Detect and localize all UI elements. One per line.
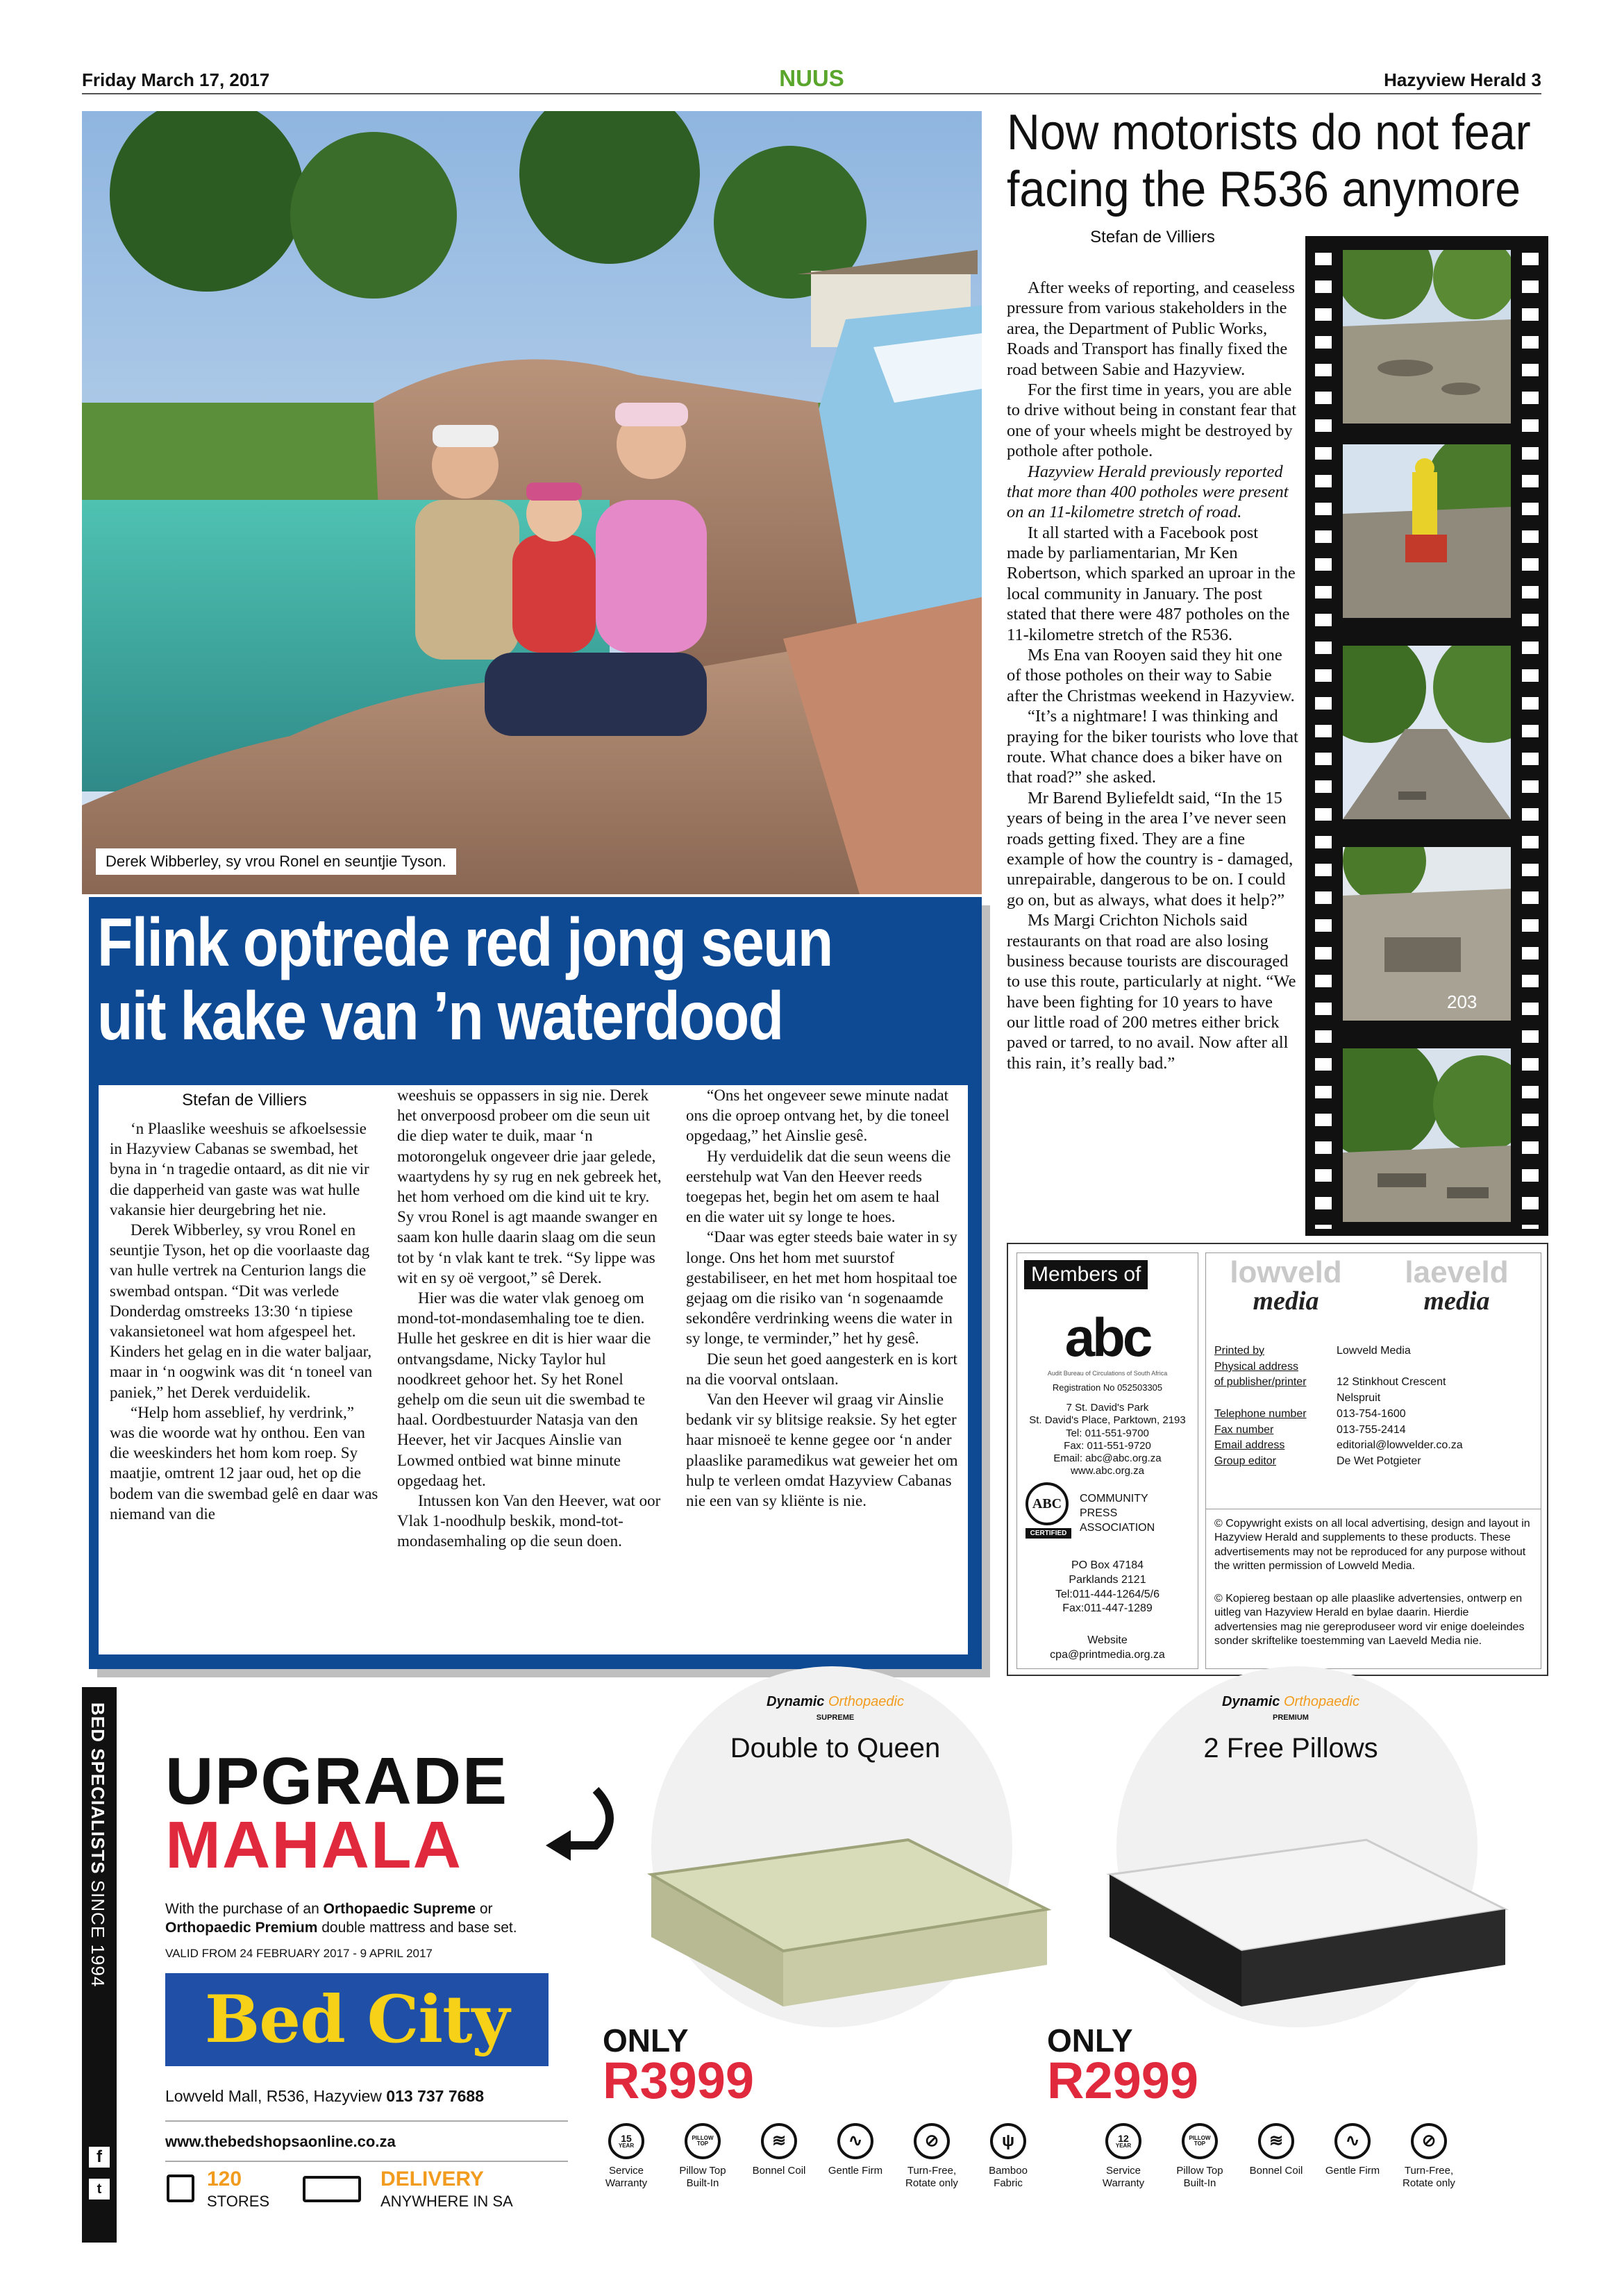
imprint-value: 013-754-1600 xyxy=(1337,1407,1406,1420)
warranty-badge-icon xyxy=(1105,2123,1141,2159)
pillow-top-icon: PILLOW TOP xyxy=(685,2123,721,2159)
product-range: SUPREME xyxy=(816,1713,855,1722)
badge-sub: YEAR xyxy=(1115,2143,1132,2149)
logo-word: media xyxy=(1423,1287,1490,1316)
abc-registration: Registration No 052503305 xyxy=(1052,1382,1163,1393)
facebook-icon[interactable]: f xyxy=(89,2147,110,2168)
product-headline: Double to Queen xyxy=(730,1733,941,1763)
copyright-afrikaans: © Kopiereg bestaan op alle plaaslike advertensies, ontwerp en uitleg van Hazyview Herald en bylae daarin. Hierdie advertensies mag nie gereproduseer word vir enige doeleindes sonder skriftelike toestemming van Laeveld Media nie. xyxy=(1214,1593,1525,1648)
delivery-sub: ANYWHERE IN SA xyxy=(380,2193,513,2210)
feature-turn-free xyxy=(897,2123,966,2190)
feature-bamboo-fabric xyxy=(973,2123,1043,2190)
brand-dynamic: Dynamic xyxy=(767,1694,825,1709)
feature-label: Bamboo Fabric xyxy=(989,2165,1028,2189)
imprint-row xyxy=(1214,1407,1534,1423)
feature-bonnel-coil xyxy=(744,2123,814,2177)
imprint-label: Physical address xyxy=(1214,1360,1298,1373)
feature-label: Service Warranty xyxy=(1102,2165,1145,2189)
price-only: ONLY xyxy=(1047,2022,1133,2059)
feature-label: Gentle Firm xyxy=(1325,2165,1380,2177)
paragraph: “Daar was egter steeds baie water in sy longe. Ons het hom met suurstof gestabiliseer, en het met hom hospitaal toe gejaag om die risiko van ‘n sogenaamde sekondêre verdrinking weens die water in sy longe, te verminder,” het hy gesê. xyxy=(686,1228,957,1348)
price-amount: R2999 xyxy=(1047,2052,1199,2109)
ad-validity: VALID FROM 24 FEBRUARY 2017 - 9 APRIL 2017 xyxy=(165,1947,433,1960)
product-headline: 2 Free Pillows xyxy=(1203,1733,1378,1763)
firmness-icon: ∿ xyxy=(1334,2123,1371,2159)
road-photo-filmstrip xyxy=(1305,236,1548,1236)
imprint-value: 013-755-2414 xyxy=(1337,1423,1406,1436)
paragraph: Hy verduidelik dat die seun weens die eerstehulp wat Van den Heever reeds toegepas het, begin het om asem te haal en die water uit sy longe te hoes. xyxy=(686,1147,951,1226)
mattress-illustration xyxy=(610,1798,1054,2020)
article-column-2 xyxy=(397,1085,668,1552)
paragraph: “It’s a nightmare! I was thinking and praying for the biker tourists who love that route. What chance does a biker have on that road?” she asked. xyxy=(1007,707,1298,787)
cpa-seal-text: ABC xyxy=(1026,1482,1069,1525)
ad-side-text-light: SINCE 1994 xyxy=(87,1879,108,1988)
shopping-bag-icon xyxy=(167,2175,194,2202)
feature-warranty xyxy=(1089,2123,1158,2190)
sprocket-holes-right xyxy=(1522,243,1539,1229)
abc-address xyxy=(1017,1402,1198,1478)
paragraph: Ms Ena van Rooyen said they hit one of those potholes on their way to Sabie after the Christmas weekend in Hazyview. xyxy=(1007,646,1295,705)
coil-icon: ≋ xyxy=(761,2123,797,2159)
pool-scene-illustration xyxy=(82,111,982,894)
imprint-row xyxy=(1214,1438,1534,1454)
paragraph: “Ons het ongeveer sewe minute nadat ons die oproep ontvang het, by die toneel opgedaag,” het Ainslie gesê. xyxy=(686,1087,950,1145)
cpa-address xyxy=(1017,1559,1198,1616)
paragraph: Derek Wibberley, sy vrou Ronel en seuntjie Tyson, het op die voorlaaste dag van hulle vertrek na Centurion langs die swembad ontspan. “Dit was verlede Donderdag omstreeks 13:30 ‘n tipiese vakansietoneel wat hom afgespeel het. Kinders het gelag en in die water baljaar, maar in ‘n oogwink was dit ‘n toneel van paniek,” het Derek verduidelik. xyxy=(110,1221,373,1401)
issue-date: Friday March 17, 2017 xyxy=(82,69,270,90)
ad-mahala-word: MAHALA xyxy=(165,1808,462,1882)
paragraph: Intussen kon Van den Heever, wat oor Vlak 1-noodhulp beskik, mond-tot-mondasemhaling op die seun doen. xyxy=(397,1492,661,1550)
product-brand xyxy=(582,1694,1089,1710)
paragraph: Mr Barend Byliefeldt said, “In the 15 years of being in the area I’ve never seen roads getting fixed. They are a fine example of how the country is - damaged, unrepairable, dangerous to be on. I could go on, but as always, what does it help?” xyxy=(1007,788,1294,910)
feature-bonnel-coil xyxy=(1241,2123,1311,2177)
badge-number: 12 xyxy=(1118,2133,1129,2144)
twitter-icon[interactable]: t xyxy=(89,2179,110,2199)
road-photo-2 xyxy=(1343,444,1511,618)
coil-icon: ≋ xyxy=(1258,2123,1294,2159)
store-phone[interactable]: 013 737 7688 xyxy=(386,2087,484,2105)
imprint-label: Fax number xyxy=(1214,1423,1274,1436)
road-photo-3 xyxy=(1343,646,1511,819)
imprint-label: Telephone number xyxy=(1214,1407,1307,1420)
side-article-body xyxy=(1007,278,1298,1073)
bed-city-logo-text: Bed City xyxy=(204,1981,510,2058)
imprint-row xyxy=(1214,1391,1534,1407)
imprint-value[interactable]: editorial@lowvelder.co.za xyxy=(1337,1439,1463,1452)
side-headline xyxy=(1007,104,1531,218)
copyright-english: © Copywright exists on all local advertising, design and layout in Hazyview Herald and supplements to these products. These advertisements may not be reproduced for any purpose without the written permission of Lowveld Media. xyxy=(1214,1518,1530,1573)
offer-text-part: or xyxy=(476,1901,493,1917)
feature-gentle-firm xyxy=(1318,2123,1387,2177)
road-photo-4 xyxy=(1343,847,1511,1021)
ad-website[interactable]: www.thebedshopsaonline.co.za xyxy=(165,2133,396,2150)
offer-product-1: Orthopaedic Supreme xyxy=(323,1901,476,1917)
paragraph: Ms Margi Crichton Nichols said restaurants on that road are also losing business because tourists are discouraged to use this route, particularly at night. “We have been fighting for 10 years to have our little road of 200 metres either brick paved or tarred, to no avail. Now after all this rain, it’s really bad.” xyxy=(1007,911,1296,1073)
bed-city-logo xyxy=(165,1973,549,2066)
mattress-illustration xyxy=(1068,1798,1512,2020)
page-header xyxy=(82,65,1541,94)
side-headline-line-1: Now motorists do not fear xyxy=(1007,105,1531,160)
paragraph: “Help hom asseblief, hy verdrink,” was die woorde wat hy onthou. Een van die weeskinders het hom kom roep. Sy maatjie, omtrent 12 jaar oud, het op die bodem van die swembad gelê en daar was niemand van die xyxy=(110,1403,378,1523)
stores-count: 120 xyxy=(207,2168,242,2190)
imprint-row xyxy=(1214,1454,1534,1470)
divider xyxy=(165,2161,568,2162)
feature-pillow-top xyxy=(668,2123,737,2190)
logo-word: media xyxy=(1253,1287,1319,1316)
product-card-premium[interactable] xyxy=(1040,1687,1541,2243)
abc-address-line: Tel: 011-551-9700 xyxy=(1066,1427,1149,1439)
feature-pillow-top xyxy=(1165,2123,1234,2190)
offer-product-2: Orthopaedic Premium xyxy=(165,1920,318,1936)
imprint-value: Lowveld Media xyxy=(1337,1345,1411,1357)
paragraph: Van den Heever wil graag vir Ainslie bedank vir sy blitsige reaksie. Sy het egter haar misnoeë te kenne gegee oor ‘n ander plaaslike paramedikus wat geweier het om hulp te verleen omdat Hazyview Cabanas nie een van sy kliënte is nie. xyxy=(686,1391,958,1510)
imprint-label: Group editor xyxy=(1214,1455,1276,1468)
abc-address-line: 7 St. David's Park xyxy=(1066,1402,1149,1414)
brand-orthopaedic: Orthopaedic xyxy=(828,1694,904,1709)
imprint-label: Printed by xyxy=(1214,1345,1265,1357)
offer-text-part: double mattress and base set. xyxy=(317,1920,517,1936)
imprint-label: Email address xyxy=(1214,1439,1285,1452)
feature-label: Bonnel Coil xyxy=(1249,2165,1303,2177)
section-label: NUUS xyxy=(779,65,844,91)
imprint-panel xyxy=(1205,1252,1541,1669)
product-card-supreme[interactable] xyxy=(582,1687,1089,2243)
publication-info-box xyxy=(1007,1243,1548,1676)
feature-label: Bonnel Coil xyxy=(752,2165,806,2177)
store-location xyxy=(165,2087,484,2106)
abc-address-line: St. David's Place, Parktown, 2193 xyxy=(1029,1414,1186,1427)
imprint-label xyxy=(1214,1391,1337,1407)
cpa-address-line: Parklands 2121 xyxy=(1069,1573,1146,1586)
logo-word: laeveld xyxy=(1405,1255,1509,1289)
delivery-truck-icon xyxy=(303,2176,361,2202)
pillow-top-icon: PILLOW TOP xyxy=(1182,2123,1218,2159)
feature-turn-free xyxy=(1394,2123,1464,2190)
imprint-value: 12 Stinkhout Crescent xyxy=(1337,1376,1446,1389)
abc-tagline: Audit Bureau of Circulations of South Africa xyxy=(1047,1370,1168,1377)
bed-city-advert xyxy=(82,1687,1541,2243)
cpa-name-line: COMMUNITY xyxy=(1080,1493,1148,1505)
side-headline-line-2: facing the R536 anymore xyxy=(1007,162,1521,218)
laeveld-media-logo xyxy=(1384,1257,1530,1314)
main-article-body xyxy=(99,1085,968,1654)
feature-label: Pillow Top Built-In xyxy=(1176,2165,1223,2189)
ad-side-text xyxy=(87,1702,108,1987)
bamboo-icon: ψ xyxy=(990,2123,1026,2159)
delivery-label: DELIVERY xyxy=(380,2168,484,2190)
store-address: Lowveld Mall, R536, Hazyview xyxy=(165,2087,382,2105)
abc-logo: abc xyxy=(1064,1307,1150,1368)
photo-caption: Derek Wibberley, sy vrou Ronel en seuntjie Tyson. xyxy=(96,848,456,875)
article-column-3 xyxy=(686,1085,958,1511)
membership-panel xyxy=(1016,1252,1198,1669)
no-flip-icon: ⊘ xyxy=(914,2123,950,2159)
divider xyxy=(165,2120,568,2122)
imprint-value: De Wet Potgieter xyxy=(1337,1455,1421,1468)
ad-offer-text xyxy=(165,1900,554,1938)
product-range: PREMIUM xyxy=(1273,1713,1309,1722)
sprocket-holes-left xyxy=(1315,243,1332,1229)
paragraph: For the first time in years, you are able to drive without being in constant fear that one of your wheels might be destroyed by pothole after pothole. xyxy=(1007,380,1297,461)
cpa-address-line: PO Box 47184 xyxy=(1071,1559,1144,1571)
badge-sub: YEAR xyxy=(618,2143,635,2149)
lowveld-media-logo xyxy=(1213,1257,1359,1314)
feature-warranty xyxy=(592,2123,661,2190)
members-label: Members of xyxy=(1024,1260,1148,1289)
stores-label: STORES xyxy=(207,2193,270,2210)
imprint-row xyxy=(1214,1375,1534,1391)
feature-gentle-firm xyxy=(821,2123,890,2177)
cpa-website-label: Website xyxy=(1087,1634,1128,1646)
paragraph: Hier was die water vlak genoeg om mond-tot-mondasemhaling toe te dien. Hulle het geskree en dit is hier waar die ontvangsdame, Nicky Taylor hul noodkreet gehoor het. Sy het Ronel gehelp om die seun uit die swembad te haal. Oordbestuurder Natasja van den Heever, het vir Jacques Ainslie van Lowmed ontbied wat binne minute opgedaag het. xyxy=(397,1289,651,1489)
headline-line-1: Flink optrede red jong seun xyxy=(97,904,832,980)
imprint-row xyxy=(1214,1359,1534,1375)
ad-side-band xyxy=(82,1687,117,2243)
road-photo-1 xyxy=(1343,250,1511,424)
paper-page: Hazyview Herald 3 xyxy=(1384,69,1541,90)
logo-word: lowveld xyxy=(1230,1255,1342,1289)
paragraph: Hazyview Herald previously reported that more than 400 potholes were present on an 11-kilometre stretch of road. xyxy=(1007,462,1289,522)
family-photo xyxy=(82,111,982,894)
cpa-seal-icon xyxy=(1026,1482,1071,1542)
feature-label: Turn-Free, Rotate only xyxy=(905,2165,958,2189)
abc-address-line: www.abc.org.za xyxy=(1071,1465,1144,1477)
article-column-1 xyxy=(110,1085,379,1524)
side-byline: Stefan de Villiers xyxy=(1090,228,1215,246)
feature-label: Pillow Top Built-In xyxy=(679,2165,726,2189)
imprint-row xyxy=(1214,1423,1534,1439)
paragraph: Die seun het goed aangesterk en is kort na die voorval ontslaan. xyxy=(686,1350,957,1388)
paragraph: weeshuis se oppassers in sig nie. Derek het onverpoosd probeer om die seun uit die diep water te duik, maar ‘n motorongeluk ongeveer drie jaar gelede, waartydens hy sy rug en nek gebreek het, het hom verhoed om die kind uit te kry. Sy vrou Ronel is agt maande swanger en saam kon hulle daarin slaag om die seun tot by ‘n vlak kant te trek. “Sy lippe was wit en sy oë vergoot,” sê Derek. xyxy=(397,1087,662,1287)
offer-text-part: With the purchase of an xyxy=(165,1901,324,1917)
paragraph: ‘n Plaaslike weeshuis se afkoelsessie in Hazyview Cabanas se swembad, het byna in ‘n tragedie ontaard, as dit nie vir die dapperheid van gaste was wat hulle vakansie hier deurgebring het nie. xyxy=(110,1120,369,1218)
price-only: ONLY xyxy=(603,2022,689,2059)
imprint-row xyxy=(1214,1343,1534,1359)
feature-label: Service Warranty xyxy=(605,2165,648,2189)
imprint-table xyxy=(1214,1343,1534,1470)
cpa-address-line: Tel:011-444-1264/5/6 xyxy=(1055,1588,1160,1600)
imprint-value: Nelspruit xyxy=(1337,1392,1381,1405)
brand-orthopaedic: Orthopaedic xyxy=(1283,1694,1359,1709)
frame-number: 203 xyxy=(1447,991,1477,1012)
ad-side-text-bold: BED SPECIALISTS xyxy=(87,1702,108,1875)
firmness-icon: ∿ xyxy=(837,2123,873,2159)
imprint-label: of publisher/printer xyxy=(1214,1376,1307,1389)
paragraph: After weeks of reporting, and ceaseless pressure from various stakeholders in the area, the Department of Public Works, Roads and Transport has finally fixed the road between Sabie and Hazyview. xyxy=(1007,278,1296,379)
cpa-name-line: PRESS xyxy=(1080,1507,1118,1519)
road-photo-5 xyxy=(1343,1048,1511,1222)
feature-label: Gentle Firm xyxy=(828,2165,883,2177)
ad-upgrade-word: UPGRADE xyxy=(165,1744,509,1818)
cpa-seal-banner: CERTIFIED xyxy=(1026,1528,1071,1539)
cpa-address-line: Fax:011-447-1289 xyxy=(1062,1602,1153,1615)
brand-dynamic: Dynamic xyxy=(1222,1694,1280,1709)
cpa-name-line: ASSOCIATION xyxy=(1080,1521,1155,1534)
abc-address-line: Fax: 011-551-9720 xyxy=(1064,1439,1151,1452)
cpa-website xyxy=(1017,1634,1198,1663)
cpa-name xyxy=(1080,1492,1155,1535)
paragraph: It all started with a Facebook post made by parliamentarian, Mr Ken Robertson, which sparked an uproar in the local community in January. The post stated that there were 487 potholes on the 11-kilometre stretch of the R536. xyxy=(1007,523,1296,644)
price-amount: R3999 xyxy=(603,2052,755,2109)
badge-number: 15 xyxy=(621,2133,632,2144)
product-brand xyxy=(1040,1694,1541,1710)
main-byline: Stefan de Villiers xyxy=(182,1091,307,1109)
warranty-badge-icon xyxy=(608,2123,644,2159)
abc-address-line: Email: abc@abc.org.za xyxy=(1053,1452,1162,1465)
headline-line-2: uit kake van ’n waterdood xyxy=(97,977,783,1054)
cpa-website-link[interactable]: cpa@printmedia.org.za xyxy=(1050,1648,1165,1661)
no-flip-icon: ⊘ xyxy=(1411,2123,1447,2159)
feature-label: Turn-Free, Rotate only xyxy=(1403,2165,1455,2189)
main-headline xyxy=(97,906,850,1053)
